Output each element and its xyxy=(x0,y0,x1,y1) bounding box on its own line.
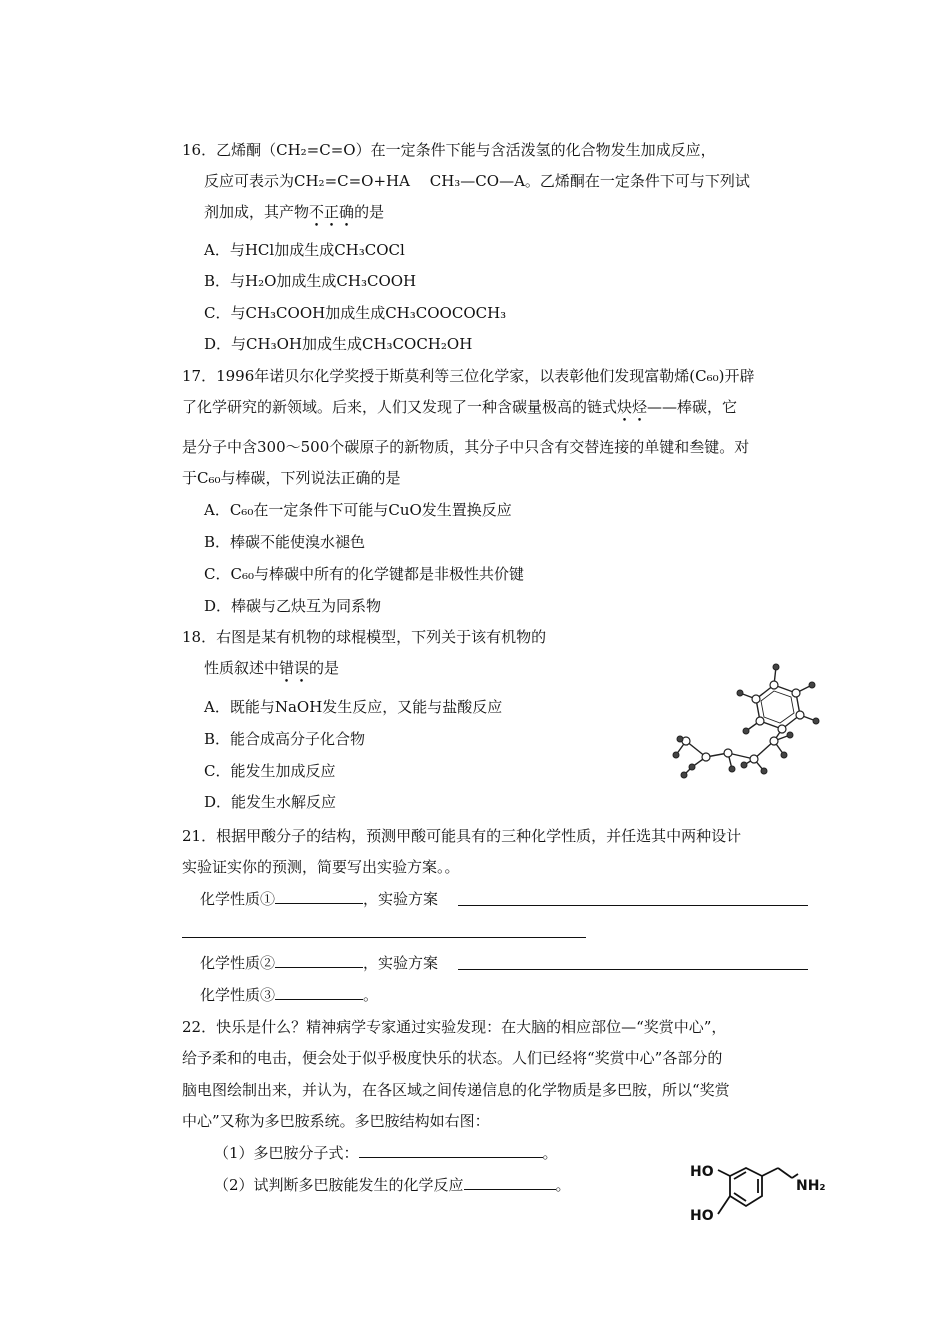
q16-option-c: C．与CH₃COOH加成生成CH₃COOCOCH₃ xyxy=(204,304,507,322)
q17-dotted-char: 烃 xyxy=(632,398,648,416)
q22-reaction-answer-blank[interactable] xyxy=(464,1175,556,1190)
q21-prop3-answer-blank[interactable] xyxy=(275,985,363,1000)
q16-option-b: B．与H₂O加成生成CH₃COOH xyxy=(204,272,417,290)
q21-prop1-row xyxy=(200,889,438,909)
dopamine-nh2-label: NH₂ xyxy=(796,1178,826,1194)
q21-plan1-continuation-line[interactable] xyxy=(182,937,586,938)
q22-line2: 给予柔和的电击，便会处于似乎极度快乐的状态。人们已经将“奖赏中心”各部分的 xyxy=(182,1049,723,1067)
q17-option-d: D．棒碳与乙炔互为同系物 xyxy=(204,597,382,615)
q18-option-c: C．能发生加成反应 xyxy=(204,762,336,780)
q21-plan2-label: ，实验方案 xyxy=(363,954,439,972)
q22-formula-answer-blank[interactable] xyxy=(359,1143,543,1158)
q21-prop2-answer-blank[interactable] xyxy=(275,953,363,968)
q18-dotted-char: 错 xyxy=(279,659,295,677)
q21-prop3-label: 化学性质③ xyxy=(200,986,276,1004)
q18-line1: 18．右图是某有机物的球棍模型，下列关于该有机物的 xyxy=(182,628,547,646)
q22-sub1-label: （1）多巴胺分子式： xyxy=(214,1144,359,1162)
q16-line3 xyxy=(204,202,384,222)
q22-sub2-end: 。 xyxy=(555,1176,571,1194)
ball-stick-model-figure xyxy=(666,655,836,785)
q22-line1: 22．快乐是什么？精神病学专家通过实验发现：在大脑的相应部位—“奖赏中心”， xyxy=(182,1018,727,1036)
q17-line2-pre: 了化学研究的新领域。后来，人们又发现了一种含碳量极高的链式 xyxy=(182,398,618,416)
q17-line2-post: ——棒碳，它 xyxy=(647,398,738,416)
q21-prop3-end: 。 xyxy=(363,986,379,1004)
q16-line3-post: 的是 xyxy=(354,203,385,221)
q21-prop1-answer-blank[interactable] xyxy=(275,889,363,904)
q21-line2: 实验证实你的预测，简要写出实验方案。。 xyxy=(182,858,460,876)
q18-option-b: B．能合成高分子化合物 xyxy=(204,730,366,748)
q21-prop2-row xyxy=(200,953,438,973)
q21-line1: 21．根据甲酸分子的结构，预测甲酸可能具有的三种化学性质，并任选其中两种设计 xyxy=(182,827,742,845)
q16-dotted-char: 正 xyxy=(324,203,340,221)
q18-line2-pre: 性质叙述中 xyxy=(204,659,280,677)
q16-line3-pre: 剂加成，其产物 xyxy=(204,203,310,221)
q22-sub1-row xyxy=(214,1143,558,1163)
q17-line4: 于C₆₀与棒碳，下列说法正确的是 xyxy=(182,469,401,487)
q17-line3: 是分子中含300～500个碳原子的新物质，其分子中只含有交替连接的单键和叁键。对 xyxy=(182,438,750,456)
q21-prop1-label: 化学性质① xyxy=(200,890,276,908)
q21-plan2-answer-line[interactable] xyxy=(458,969,808,970)
q18-line2 xyxy=(204,658,339,678)
q16-line1: 16．乙烯酮（CH₂=C=O）在一定条件下能与含活泼氢的化合物发生加成反应， xyxy=(182,141,716,159)
q18-line2-post: 的是 xyxy=(309,659,340,677)
q17-dotted-char: 炔 xyxy=(617,398,633,416)
q17-line1: 17．1996年诺贝尔化学奖授于斯莫利等三位化学家，以表彰他们发现富勒烯(C₆₀)开辟 xyxy=(182,367,755,385)
q21-prop2-label: 化学性质② xyxy=(200,954,276,972)
q21-plan1-label: ，实验方案 xyxy=(363,890,439,908)
dopamine-structure-figure xyxy=(686,1160,831,1238)
q18-dotted-char: 误 xyxy=(294,659,310,677)
q18-option-a: A．既能与NaOH发生反应，又能与盐酸反应 xyxy=(204,698,503,716)
q17-option-c: C．C₆₀与棒碳中所有的化学键都是非极性共价键 xyxy=(204,565,524,583)
q17-option-b: B．棒碳不能使溴水褪色 xyxy=(204,533,366,551)
q16-dotted-char: 确 xyxy=(339,203,355,221)
q22-sub2-label: （2）试判断多巴胺能发生的化学反应 xyxy=(214,1176,464,1194)
q21-plan1-answer-line[interactable] xyxy=(458,905,808,906)
q17-option-a: A．C₆₀在一定条件下可能与CuO发生置换反应 xyxy=(204,501,512,519)
q18-option-d: D．能发生水解反应 xyxy=(204,793,337,811)
q16-option-a: A．与HCl加成生成CH₃COCl xyxy=(204,241,405,259)
q22-line4: 中心”又称为多巴胺系统。多巴胺结构如右图： xyxy=(182,1112,490,1130)
q17-line2 xyxy=(182,397,737,417)
q16-option-d: D．与CH₃OH加成生成CH₃COCH₂OH xyxy=(204,335,473,353)
q16-dotted-char: 不 xyxy=(309,203,325,221)
dopamine-ho-label-top: HO xyxy=(690,1164,714,1180)
dopamine-ho-label-bottom: HO xyxy=(690,1208,714,1224)
q22-sub1-end: 。 xyxy=(542,1144,558,1162)
q16-line2: 反应可表示为CH₂=C=O+HA CH₃—CO—A。乙烯酮在一定条件下可与下列试 xyxy=(204,172,750,190)
q21-prop3-row xyxy=(200,985,378,1005)
q22-line3: 脑电图绘制出来，并认为，在各区域之间传递信息的化学物质是多巴胺，所以“奖赏 xyxy=(182,1081,730,1099)
q22-sub2-row xyxy=(214,1175,571,1195)
